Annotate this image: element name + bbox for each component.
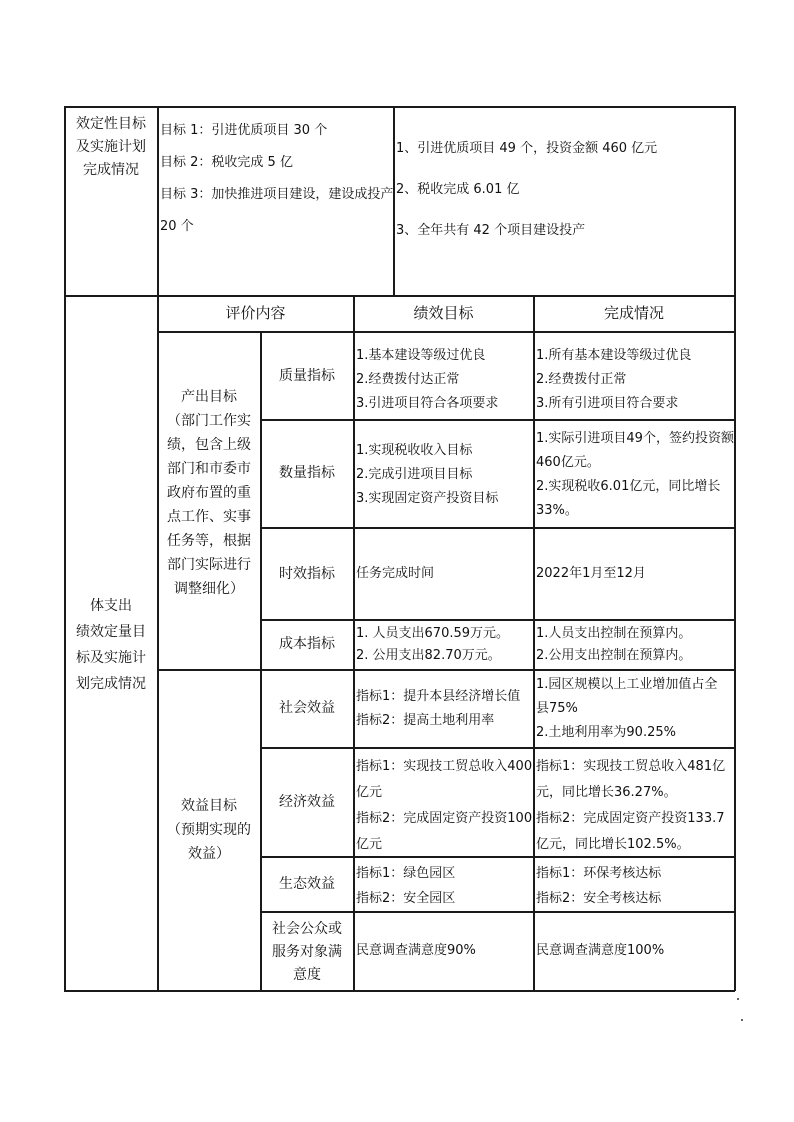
- quantity-targets: 1.实现税收收入目标 2.完成引进项目目标 3.实现固定资产投资目标: [356, 443, 499, 506]
- economic-targets: 指标1：实现技工贸总收入400 亿元 指标2：完成固定资产投资100 亿元: [356, 759, 533, 852]
- indicator-satisfaction: 社会公众或 服务对象满 意度: [272, 921, 342, 983]
- divider-row7: [260, 911, 735, 913]
- output-goal-label: 产出目标 （部门工作实 绩，包含上级 部门和市委市 政府布置的重 点工作、实事 任务等，根据 部门实际进行 调整细化）: [167, 389, 251, 597]
- top-label: 效定性目标 及实施计划 完成情况: [76, 116, 146, 178]
- quality-results: 1.所有基本建设等级过优良 2.经费拨付正常 3.所有引进项目符合要求: [536, 348, 692, 411]
- divider-row3: [260, 619, 735, 621]
- indicator-cost: 成本指标: [279, 636, 335, 652]
- cost-results: 1.人员支出控制在预算内。 2.公用支出控制在预算内。: [536, 626, 692, 663]
- qualitative-targets: 目标 1：引进优质项目 30 个 目标 2：税收完成 5 亿 目标 3：加快推进项目建设，建设成投产 20 个: [160, 123, 394, 234]
- border-right: [734, 106, 736, 991]
- benefit-goal-label: 效益目标 （预期实现的 效益）: [167, 798, 251, 862]
- divider-row2: [260, 527, 735, 529]
- indicator-timeliness: 时效指标: [279, 566, 335, 582]
- indicator-social: 社会效益: [279, 700, 335, 716]
- border-left: [64, 106, 66, 991]
- header-content: 评价内容: [225, 304, 286, 322]
- divider-group: [157, 669, 735, 671]
- social-targets: 指标1：提升本县经济增长值 指标2：提高土地利用率: [356, 689, 521, 728]
- border-bottom: [64, 990, 735, 992]
- indicator-economic: 经济效益: [279, 794, 335, 810]
- quantitative-label: 体支出 绩效定量目 标及实施计 划完成情况: [76, 598, 146, 692]
- header-completion: 完成情况: [603, 304, 664, 322]
- indicator-quality: 质量指标: [279, 368, 335, 384]
- divider-row5: [260, 747, 735, 749]
- border-top: [64, 106, 735, 108]
- col-divider-3: [353, 295, 355, 991]
- indicator-quantity: 数量指标: [279, 465, 335, 481]
- qualitative-results: 1、引进优质项目 49 个，投资金额 460 亿元 2、税收完成 6.01 亿 3、全年共有 42 个项目建设投产: [396, 141, 658, 238]
- quantity-results: 1.实际引进项目49个，签约投资额 460亿元。 2.实现税收6.01亿元，同比增长 33%。: [536, 431, 734, 518]
- satisfaction-result: 民意调查满意度100%: [536, 943, 665, 958]
- indicator-ecological: 生态效益: [279, 876, 335, 892]
- scan-dot: [737, 998, 739, 1000]
- col-divider-4: [533, 295, 535, 991]
- divider-section: [64, 295, 735, 297]
- satisfaction-target: 民意调查满意度90%: [356, 943, 476, 958]
- scan-dot: [741, 1019, 743, 1021]
- economic-results: 指标1：实现技工贸总收入481亿 元，同比增长36.27%。 指标2：完成固定资产投资133.7 亿元，同比增长102.5%。: [536, 759, 726, 852]
- divider-row1: [260, 419, 735, 421]
- timeliness-target: 任务完成时间: [356, 566, 435, 581]
- ecological-targets: 指标1：绿色园区 指标2：安全园区: [356, 866, 456, 906]
- quality-targets: 1.基本建设等级过优良 2.经费拨付达正常 3.引进项目符合各项要求: [356, 348, 499, 411]
- ecological-results: 指标1：环保考核达标 指标2：安全考核达标: [536, 866, 662, 906]
- header-target: 绩效目标: [413, 304, 474, 322]
- social-results: 1.园区规模以上工业增加值占全 县75% 2.土地利用率为90.25%: [536, 677, 718, 740]
- cost-targets: 1. 人员支出670.59万元。 2. 公用支出82.70万元。: [356, 626, 510, 663]
- divider-header: [157, 331, 735, 333]
- timeliness-result: 2022年1月至12月: [536, 566, 646, 581]
